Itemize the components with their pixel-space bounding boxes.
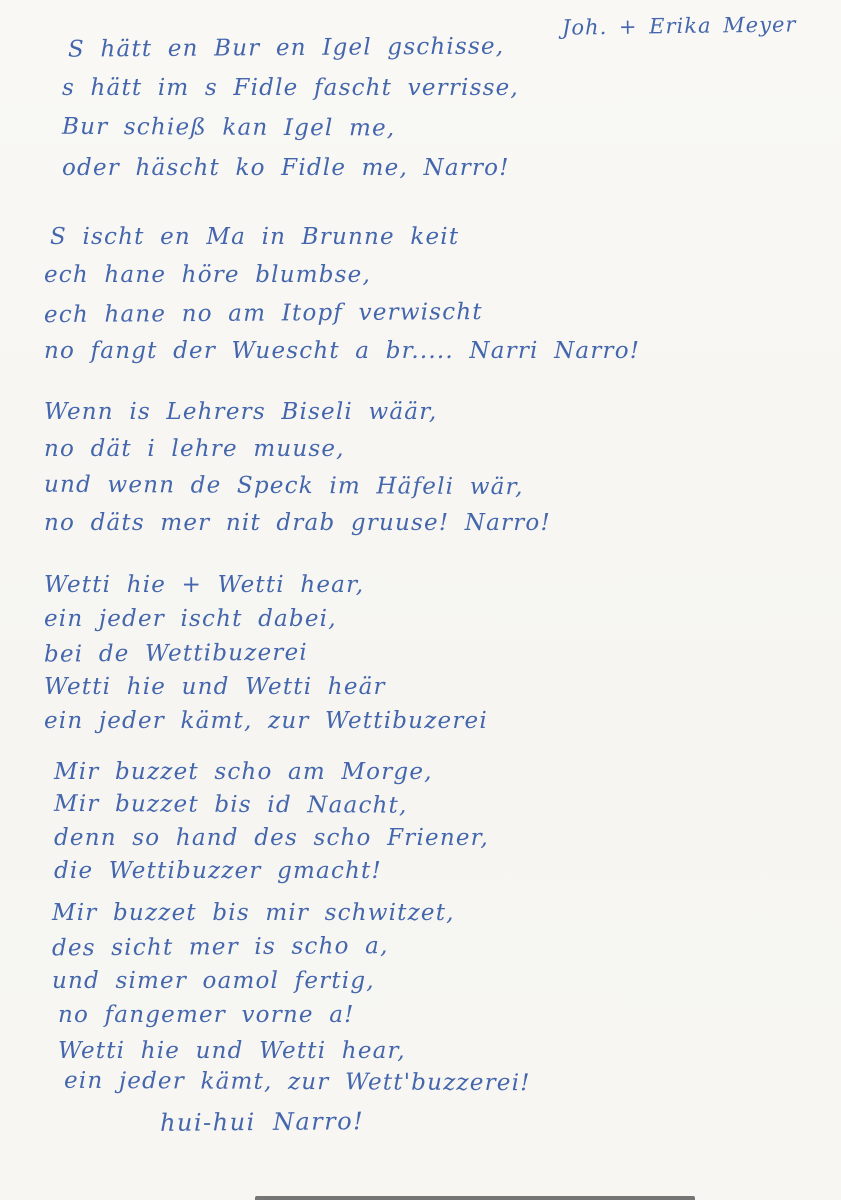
poem-line: die Wettibuzzer gmacht! <box>54 858 382 884</box>
poem-line: no dät i lehre muuse, <box>44 436 345 462</box>
poem-line: denn so hand des scho Friener, <box>54 825 489 851</box>
closing-line: hui-hui Narro! <box>159 1107 365 1137</box>
poem-line: S hätt en Bur en Igel gschisse, <box>67 33 505 63</box>
poem-line: Mir buzzet bis id Naacht, <box>53 790 408 819</box>
poem-line: Mir buzzet bis mir schwitzet, <box>52 900 455 926</box>
poem-line: S ischt en Ma in Brunne keit <box>50 224 460 250</box>
poem-line: no fangemer vorne a! <box>58 1002 355 1028</box>
stanza-2 <box>44 218 640 370</box>
poem-line: ech hane höre blumbse, <box>44 262 372 288</box>
poem-line: oder häscht ko Fidle me, Narro! <box>62 155 510 181</box>
poem-line: ein jeder kämt, zur Wett'buzzerei! <box>63 1067 531 1097</box>
scanner-edge-artifact <box>255 1196 695 1200</box>
poem-line: bei de Wettibuzerei <box>43 639 308 668</box>
poem-line: und simer oamol fertig, <box>52 968 375 994</box>
poem-line: Wetti hie und Wetti hear, <box>58 1038 406 1064</box>
poem-line: des sicht mer is scho a, <box>51 933 389 962</box>
stanza-6 <box>52 896 455 1032</box>
stanza-7 <box>58 1036 531 1098</box>
poem-line: no däts mer nit drab gruuse! Narro! <box>44 510 551 536</box>
poem-line: Wetti hie + Wetti hear, <box>44 572 365 598</box>
poem-line: ech hane no am Itopf verwischt <box>43 299 483 329</box>
poem-line: Bur schieß kan Igel me, <box>61 113 396 142</box>
stanza-3 <box>44 394 551 542</box>
poem-line: ein jeder ischt dabei, <box>44 606 337 632</box>
poem-line: s hätt im s Fidle fascht verrisse, <box>62 75 519 101</box>
poem-line: und wenn de Speck im Häfeli wär, <box>43 471 524 501</box>
stanza-4 <box>44 568 488 738</box>
stanza-1 <box>62 28 519 188</box>
poem-line: Mir buzzet scho am Morge, <box>54 759 433 785</box>
stanza-5 <box>54 756 489 888</box>
poem-line: no fangt der Wuescht a br..... Narri Narro! <box>44 338 641 364</box>
poem-line: Wenn is Lehrers Biseli wäär, <box>44 399 438 425</box>
author-signature: Joh. + Erika Meyer <box>561 12 797 40</box>
poem-line: Wetti hie und Wetti heär <box>44 674 386 700</box>
poem-line: ein jeder kämt, zur Wettibuzerei <box>44 708 488 734</box>
